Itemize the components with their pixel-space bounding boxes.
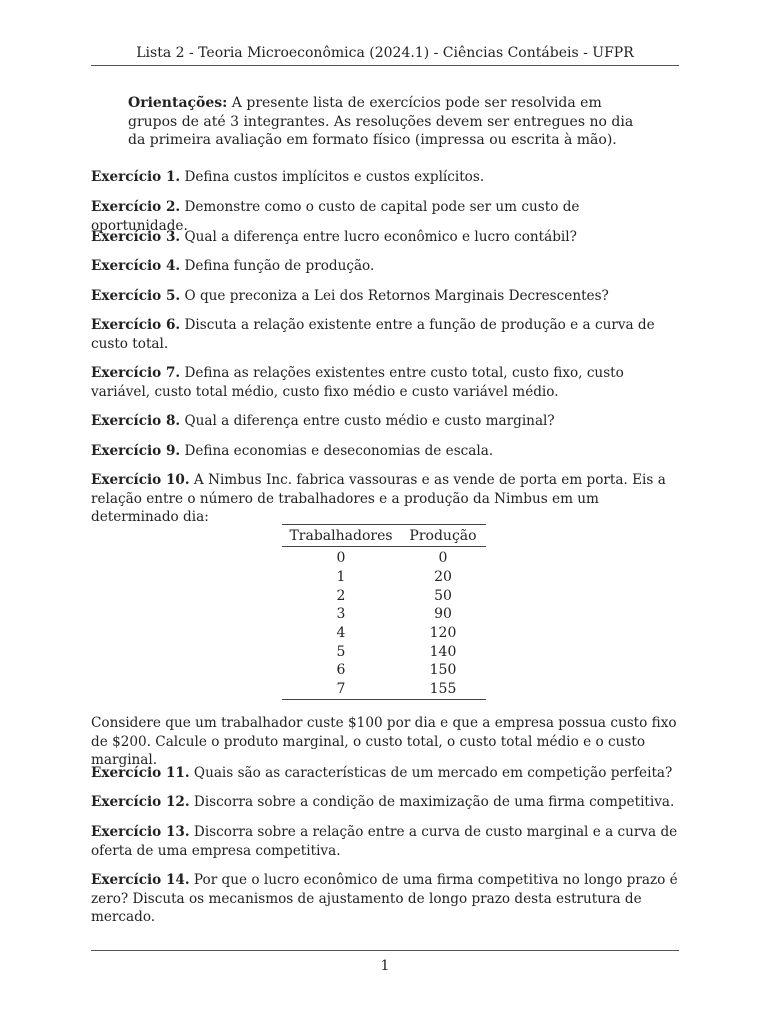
exercise-text: Quais são as características de um mercado em competição perfeita? xyxy=(189,765,673,781)
table-row xyxy=(282,568,486,587)
exercise-text: Demonstre como o custo de capital pode ser um custo de oportunidade. xyxy=(91,199,580,234)
exercise-text: A Nimbus Inc. fabrica vassouras e as vende de porta em porta. Eis a relação entre o número de trabalhadores e a produção da Nimbus em um determinado dia: xyxy=(91,472,666,525)
exercise-label: Exercício 14. xyxy=(91,872,190,888)
exercise-14 xyxy=(91,871,679,927)
exercise-1 xyxy=(91,168,679,187)
table-cell: 120 xyxy=(429,625,457,642)
exercise-7 xyxy=(91,364,679,401)
table-cell: 50 xyxy=(434,587,452,604)
exercise-label: Exercício 6. xyxy=(91,317,181,333)
exercise-label: Exercício 12. xyxy=(91,794,190,810)
table-cell: 90 xyxy=(434,606,452,623)
exercise-text: Qual a diferença entre lucro econômico e lucro contábil? xyxy=(180,229,577,245)
exercise-11 xyxy=(91,764,679,783)
exercise-text: Defina as relações existentes entre custo total, custo fixo, custo variável, custo total médio, custo fixo médio e custo variável médio. xyxy=(91,365,624,400)
exercise-label: Exercício 3. xyxy=(91,229,181,245)
table-cell: 4 xyxy=(336,625,346,642)
exercise-5 xyxy=(91,287,679,306)
exercise-label: Exercício 2. xyxy=(91,199,181,215)
exercise-text: Discorra sobre a relação entre a curva de custo marginal e a curva de oferta de uma empresa competitiva. xyxy=(91,824,678,859)
column-header-workers: Trabalhadores xyxy=(282,525,400,547)
table-cell: 140 xyxy=(429,643,457,660)
exercise-text: Qual a diferença entre custo médio e custo marginal? xyxy=(180,413,555,429)
exercise-13 xyxy=(91,823,679,860)
table-row xyxy=(282,661,486,680)
exercise-text: Defina função de produção. xyxy=(180,258,375,274)
exercise-text: Discorra sobre a condição de maximização de uma firma competitiva. xyxy=(189,794,675,810)
header-rule xyxy=(91,65,679,66)
table-cell: 155 xyxy=(400,680,486,699)
orientations-text: A presente lista de exercícios pode ser resolvida em grupos de até 3 integrantes. As resoluções devem ser entregues no dia da primeira avaliação em formato físico (impressa ou escrita à mão). xyxy=(128,95,634,148)
table-cell: 0 xyxy=(438,550,448,567)
exercise-3 xyxy=(91,228,679,247)
exercise-label: Exercício 8. xyxy=(91,413,181,429)
orientations-label: Orientações: xyxy=(128,95,228,111)
table-cell: 20 xyxy=(434,569,452,586)
exercise-text: O que preconiza a Lei dos Retornos Marginais Decrescentes? xyxy=(180,288,609,304)
exercise-4 xyxy=(91,257,679,276)
table-row xyxy=(282,642,486,661)
table-cell: 0 xyxy=(336,550,346,567)
table-cell: 5 xyxy=(336,643,346,660)
exercise-6 xyxy=(91,316,679,353)
exercise-label: Exercício 1. xyxy=(91,169,181,185)
table-row xyxy=(282,586,486,605)
table-row xyxy=(282,680,486,699)
table-cell: 6 xyxy=(336,662,346,679)
exercise-9 xyxy=(91,442,679,461)
exercise-label: Exercício 4. xyxy=(91,258,181,274)
exercise-label: Exercício 5. xyxy=(91,288,181,304)
exercise-text: Por que o lucro econômico de uma firma competitiva no longo prazo é zero? Discuta os mecanismos de ajustamento de longo prazo desta estrutura de mercado. xyxy=(91,872,678,925)
exercise-text: Defina economias e deseconomias de escala. xyxy=(180,443,494,459)
table-cell: 2 xyxy=(336,587,346,604)
exercise-text: Defina custos implícitos e custos explícitos. xyxy=(180,169,485,185)
exercise-12 xyxy=(91,793,679,812)
exercise-label: Exercício 9. xyxy=(91,443,181,459)
production-table xyxy=(282,524,486,700)
exercise-label: Exercício 7. xyxy=(91,365,181,381)
exercise-10-followup: Considere que um trabalhador custe $100 por dia e que a empresa possua custo fixo de $200. Calcule o produto marginal, o custo total, o custo total médio e o custo marginal. xyxy=(91,715,677,768)
column-header-output: Produção xyxy=(400,525,486,547)
page-number: 1 xyxy=(380,958,390,974)
footer-rule xyxy=(91,950,679,951)
exercise-label: Exercício 11. xyxy=(91,765,190,781)
table-row xyxy=(282,547,486,568)
table-header-row xyxy=(282,525,486,547)
page-header: Lista 2 - Teoria Microeconômica (2024.1) - Ciências Contábeis - UFPR xyxy=(136,45,634,61)
exercise-10 xyxy=(91,471,679,527)
exercise-text: Discuta a relação existente entre a função de produção e a curva de custo total. xyxy=(91,317,655,352)
table-cell: 7 xyxy=(282,680,400,699)
exercise-8 xyxy=(91,412,679,431)
table-row xyxy=(282,624,486,643)
table-cell: 3 xyxy=(336,606,346,623)
exercise-label: Exercício 13. xyxy=(91,824,190,840)
table-cell: 150 xyxy=(429,662,457,679)
exercise-label: Exercício 10. xyxy=(91,472,190,488)
orientations-block xyxy=(128,94,643,150)
table-cell: 1 xyxy=(336,569,346,586)
table-row xyxy=(282,605,486,624)
